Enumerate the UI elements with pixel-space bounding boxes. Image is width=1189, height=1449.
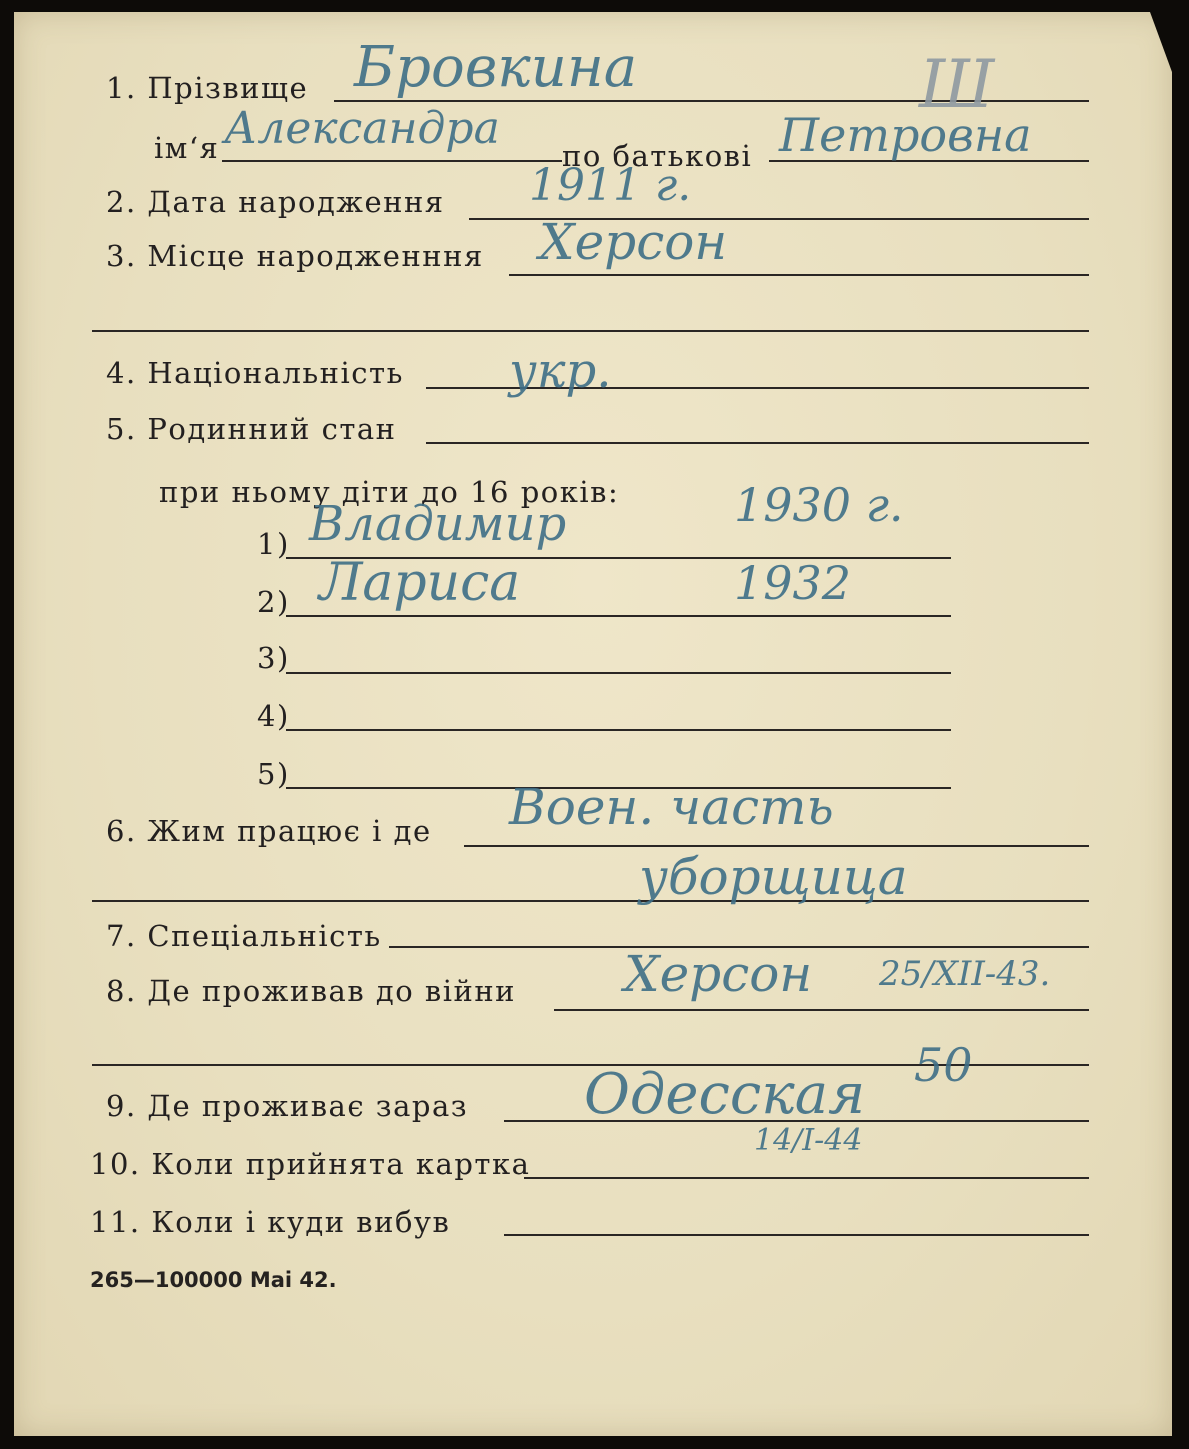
printer-mark: 265—100000 Mai 42. (90, 1268, 337, 1292)
label-current-residence: 9. Де проживає зараз (106, 1089, 469, 1123)
label-children: при ньому діти до 16 років: (159, 475, 620, 509)
birth-place-extra-line (92, 330, 1089, 332)
label-surname: 1. Прізвище (106, 71, 309, 105)
label-nationality: 4. Національність (106, 356, 404, 390)
hw-child-1-year: 1930 г. (734, 478, 904, 532)
hw-current-number: 50 (914, 1038, 973, 1092)
label-patronymic: по батькові (562, 139, 753, 173)
hw-child-2-name: Лариса (319, 553, 521, 613)
hw-child-2-year: 1932 (734, 556, 852, 610)
birth-place-line (509, 274, 1089, 276)
label-birth-place: 3. Місце народженння (106, 239, 484, 273)
hw-birth-place: Херсон (539, 213, 728, 271)
hw-patronymic: Петровна (779, 108, 1032, 162)
hw-nationality: укр. (509, 343, 612, 399)
label-birth-date: 2. Дата народження (106, 185, 445, 219)
hw-card-date: 14/I-44 (754, 1123, 863, 1158)
marital-status-line (426, 442, 1089, 444)
work-line (464, 845, 1089, 847)
child-3-line (286, 672, 951, 674)
prewar-residence-line (554, 1009, 1089, 1011)
label-prewar-residence: 8. Де проживав до війни (106, 974, 516, 1008)
label-speciality: 7. Спеціальність (106, 919, 382, 953)
hw-prewar-date: 25/XII-43. (879, 954, 1051, 994)
label-child-3: 3) (257, 641, 290, 675)
hw-birth-year: 1911 г. (529, 160, 692, 211)
registration-card (14, 12, 1172, 1436)
hw-current-address: Одесская (584, 1062, 866, 1127)
child-2-line (286, 615, 951, 617)
label-departure: 11. Коли і куди вибув (90, 1205, 451, 1239)
label-marital-status: 5. Родинний стан (106, 412, 397, 446)
hw-surname: Бровкина (354, 35, 638, 100)
torn-corner (1150, 12, 1172, 72)
label-card-accepted: 10. Коли прийнята картка (90, 1147, 531, 1181)
hw-work-2: уборщица (639, 848, 908, 906)
departure-line (504, 1234, 1089, 1236)
label-first-name: ім‘я (154, 131, 220, 165)
hw-child-1-name: Владимир (309, 496, 567, 552)
hw-work-1: Воен. часть (509, 778, 834, 836)
hw-prewar-place: Херсон (624, 945, 813, 1003)
child-4-line (286, 729, 951, 731)
card-accepted-line (524, 1177, 1089, 1179)
label-child-5: 5) (257, 757, 290, 791)
hw-corner-mark: Ш (919, 46, 995, 123)
label-work: 6. Жим працює і де (106, 814, 432, 848)
label-child-4: 4) (257, 699, 290, 733)
hw-first-name: Александра (224, 103, 500, 154)
label-child-2: 2) (257, 585, 290, 619)
work-extra-line (92, 900, 1089, 902)
first-name-line (222, 160, 562, 162)
label-child-1: 1) (257, 527, 290, 561)
